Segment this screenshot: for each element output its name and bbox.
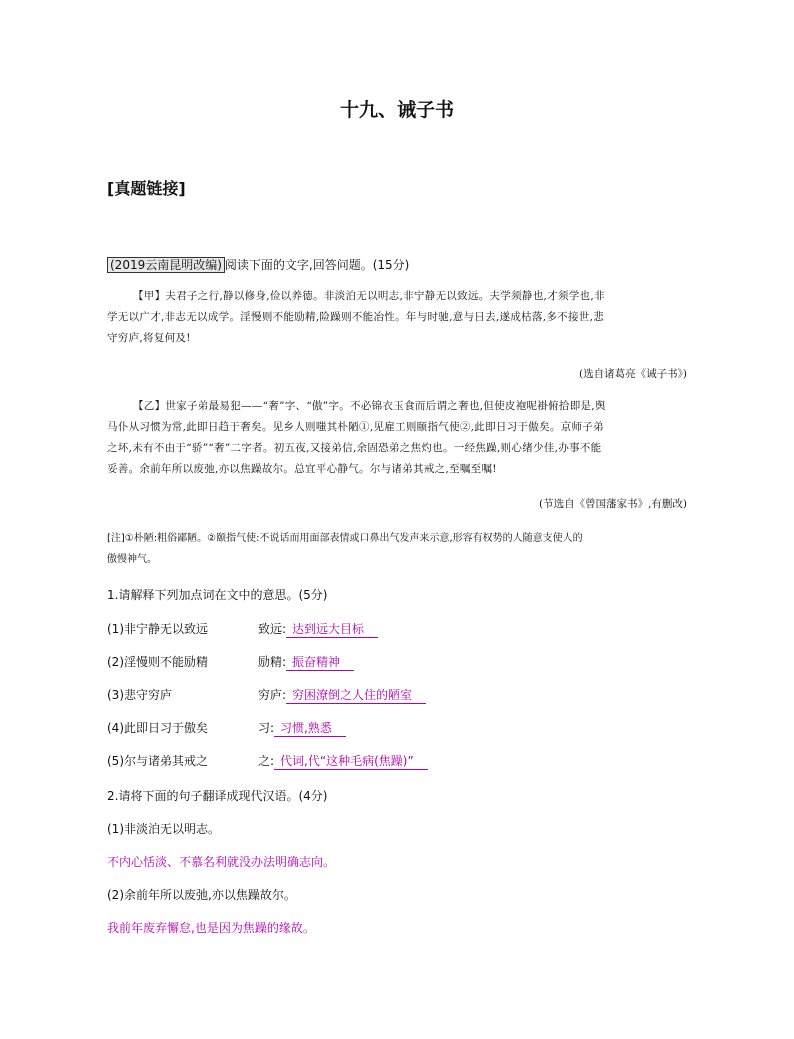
citation-jia: (选自诸葛亮《诫子书》) xyxy=(579,368,687,380)
q1-term xyxy=(258,620,378,638)
q1-sentence: (1)非宁静无以致远 xyxy=(107,622,208,636)
q1-sentence: (2)淫慢则不能励精 xyxy=(107,655,208,669)
note-line: [注]①朴陋:粗俗鄙陋。②颐指气使:不说话而用面部表情或口鼻出气发声来示意,形容有权势的人随意支使人的 xyxy=(107,533,583,544)
section-heading: [真题链接] xyxy=(107,179,186,198)
q1-term xyxy=(258,653,354,671)
q1-answer: 穷困潦倒之人住的陋室 xyxy=(286,686,426,704)
q1-term xyxy=(258,686,426,704)
passage-line: 妥善。余前年所以废弛,亦以焦躁故尔。总宜平心静气。尔与诸弟其戒之,至嘱至嘱! xyxy=(107,463,497,475)
passage-line: 学无以广才,非志无以成学。淫慢则不能励精,险躁则不能冶性。年与时驰,意与日去,遂成枯落,多不接世,悲 xyxy=(107,311,605,323)
passage-line: 守穷庐,将复何及! xyxy=(107,332,191,344)
passage-line: 【甲】夫君子之行,静以修身,俭以养德。非淡泊无以明志,非宁静无以致远。夫学须静也,才须学也,非 xyxy=(133,290,605,302)
question-1-stem: 1.请解释下列加点词在文中的意思。(5分) xyxy=(107,588,328,602)
q2-answer-1: 不内心恬淡、不慕名利就没办法明确志向。 xyxy=(107,855,336,869)
q1-word: 习: xyxy=(258,721,275,735)
question-prompt xyxy=(107,256,409,273)
q1-answer: 代词,代“这种毛病(焦躁)” xyxy=(274,752,428,770)
q1-word: 之: xyxy=(258,754,275,768)
q1-sentence: (3)悲守穷庐 xyxy=(107,688,172,702)
question-2-stem: 2.请将下面的句子翻译成现代汉语。(4分) xyxy=(107,789,328,803)
passage-line: 【乙】世家子弟最易犯——“奢”字、“傲”字。不必锦衣玉食而后谓之奢也,但使皮袍呢褂俯拾即是,舆 xyxy=(133,400,606,412)
q1-word: 致远: xyxy=(258,622,287,636)
note-line: 傲慢神气。 xyxy=(107,554,157,565)
q2-sentence-2: (2)余前年所以废弛,亦以焦躁故尔。 xyxy=(107,888,296,902)
q1-sentence: (5)尔与诸弟其戒之 xyxy=(107,754,208,768)
passage-line: 马仆从习惯为常,此即日趋于奢矣。见乡人则嗤其朴陋①,见雇工则颐指气使②,此即日习于傲矣。京师子弟 xyxy=(107,421,604,433)
prompt-text: 阅读下面的文字,回答问题。(15分) xyxy=(224,258,410,272)
q1-word: 励精: xyxy=(258,655,287,669)
q1-answer: 振奋精神 xyxy=(286,653,354,671)
citation-yi: (节选自《曾国藩家书》,有删改) xyxy=(538,498,687,510)
q1-term xyxy=(258,719,346,737)
page-title: 十九、诫子书 xyxy=(339,99,454,121)
q1-sentence: (4)此即日习于傲矣 xyxy=(107,721,208,735)
q1-answer: 习惯,熟悉 xyxy=(274,719,346,737)
q2-sentence-1: (1)非淡泊无以明志。 xyxy=(107,822,220,836)
q1-word: 穷庐: xyxy=(258,688,287,702)
source-tag: (2019云南昆明改编) xyxy=(107,257,225,273)
passage-jia xyxy=(107,286,687,349)
q2-answer-2: 我前年废弃懈怠,也是因为焦躁的缘故。 xyxy=(107,921,315,935)
passage-yi xyxy=(107,396,687,480)
annotation-note xyxy=(107,528,697,570)
passage-line: 之坏,未有不由于“骄”“奢”二字者。初五夜,又接弟信,余固恐弟之焦灼也。一经焦躁,则心绪少佳,办事不能 xyxy=(107,442,602,454)
q1-answer: 达到远大目标 xyxy=(286,620,378,638)
q1-term xyxy=(258,752,428,770)
